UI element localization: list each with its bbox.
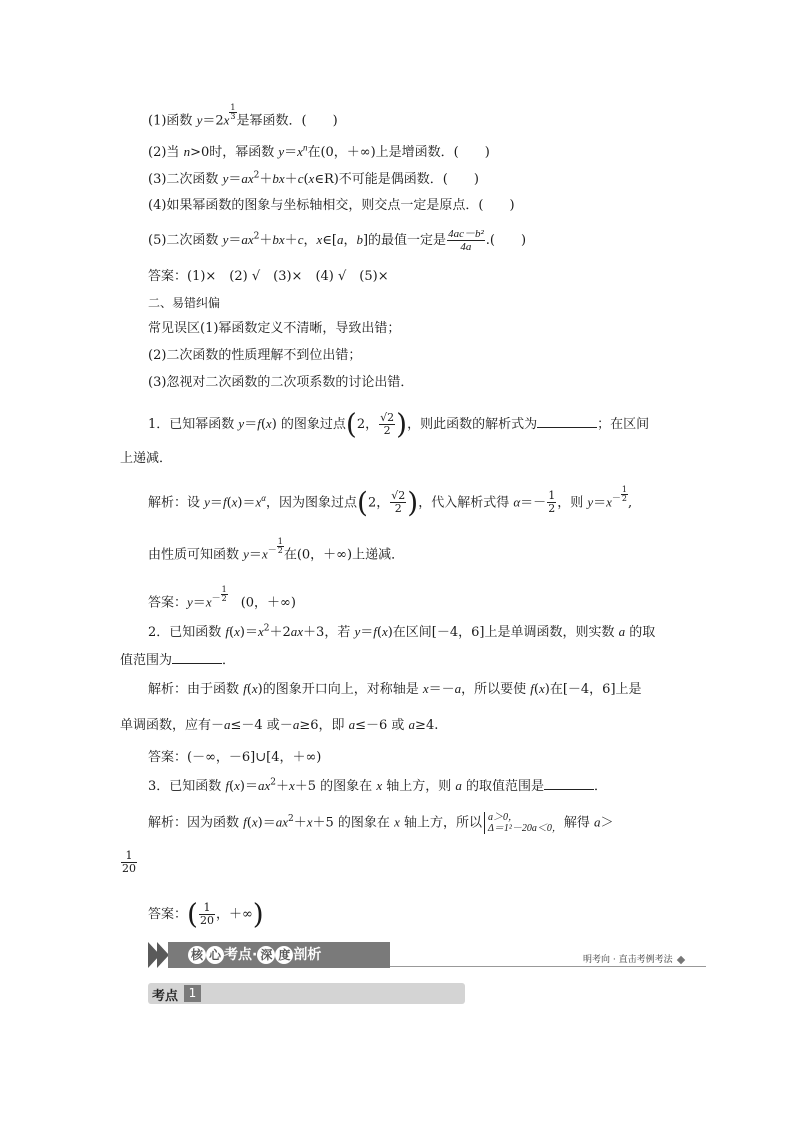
banner-text: 考点· [224, 947, 258, 963]
problem-2 [148, 623, 655, 642]
text: ≥4. [415, 718, 439, 733]
math-var: x [205, 594, 212, 610]
text: ＝ [228, 172, 242, 187]
text: ( [226, 495, 232, 511]
solution-2-cont [120, 716, 438, 735]
text: ＋ [275, 779, 289, 794]
text: )＝ [239, 625, 258, 640]
text: ( [246, 815, 252, 831]
numerator: 1 [230, 103, 236, 112]
math-var: a [224, 717, 231, 732]
math-var: c [297, 232, 304, 247]
text: ， [343, 233, 357, 248]
denominator: 2 [383, 424, 391, 437]
math-var: a [348, 717, 356, 732]
text: ＋5 的图象在 [294, 779, 377, 794]
denominator: 20 [122, 862, 136, 875]
text: ＝ [248, 547, 262, 563]
exponent: 2 [270, 777, 276, 788]
text: ＝ [593, 495, 607, 511]
denominator: 2 [621, 494, 628, 503]
text: 解析：由于函数 [148, 682, 244, 697]
text: ≥6，即 [299, 718, 349, 733]
text: ＝－ [428, 682, 455, 697]
math-var: α [513, 494, 521, 510]
exponent-fraction [229, 104, 236, 121]
math-var: f [243, 814, 247, 830]
math-var: x [265, 416, 272, 431]
denominator: 2 [277, 546, 283, 555]
exponent-sign: － [211, 594, 221, 604]
math-var: f [243, 681, 247, 696]
math-var: x [251, 681, 258, 696]
text: )的图象开口向上，对称轴是 [257, 682, 423, 697]
text: ]的最值一定是 [362, 233, 447, 248]
text: (2)当 [148, 145, 184, 160]
exponent-fraction [221, 586, 228, 603]
right-paren: ) [396, 407, 408, 441]
text: ；在区间 [597, 417, 650, 432]
system-brace [484, 812, 562, 834]
text: 值范围为 [120, 653, 173, 668]
math-var: y [222, 171, 229, 186]
text: ≤－4 或－ [230, 718, 293, 733]
text: ∈R)不可能是偶函数．( ) [314, 172, 479, 187]
diamond-icon [676, 955, 684, 963]
text: 是幂函数．( ) [236, 113, 338, 129]
numerator: 1 [621, 485, 628, 494]
answer-blank [544, 777, 594, 790]
problem-3 [148, 777, 607, 796]
denominator: 2 [548, 502, 556, 516]
question-5 [148, 228, 526, 253]
text: ＞ [600, 815, 614, 831]
math-var: x [394, 814, 400, 830]
math-var: ax [241, 232, 254, 247]
math-var: b [356, 232, 363, 247]
math-var: x [255, 494, 262, 510]
math-var: a [292, 717, 300, 732]
topic-bar [148, 983, 465, 1004]
text: (1)函数 [148, 113, 197, 129]
math-var: ax [241, 171, 254, 186]
math-var: x [422, 681, 429, 696]
math-var: bx [272, 232, 285, 247]
text: ＝ [284, 145, 298, 160]
text: 2， [356, 417, 379, 432]
text: ＝ [360, 625, 374, 640]
text: 的取值范围是 [461, 779, 545, 794]
exponent-sign: － [267, 546, 277, 556]
math-var: ax [290, 624, 304, 639]
exponent: 2 [253, 231, 260, 242]
text: (5)二次函数 [148, 233, 223, 248]
numerator: 1 [199, 902, 215, 915]
right-paren: ) [252, 897, 264, 931]
numerator: 1 [277, 537, 283, 546]
text: ＋ [259, 233, 273, 248]
question-4: (4)如果幂函数的图象与坐标轴相交，则交点一定是原点．( ) [148, 198, 515, 213]
text: ( [260, 417, 266, 432]
text: (0，＋∞) [227, 595, 296, 611]
numerator: 1 [548, 489, 556, 503]
math-var: y [238, 416, 245, 431]
math-var: x [308, 171, 315, 186]
left-paren: ( [345, 407, 357, 441]
math-var: a [408, 717, 416, 732]
text: ＝ [209, 495, 223, 511]
text: ＝ [228, 233, 242, 248]
text: ＝ [192, 595, 206, 611]
math-var: c [297, 171, 304, 186]
text: ＝2 [202, 113, 224, 129]
fraction [121, 850, 137, 875]
math-var: y [243, 546, 249, 562]
math-var: a [455, 778, 462, 793]
math-var: x [316, 232, 323, 247]
solution-1-cont [148, 538, 404, 564]
exponent-fraction [277, 538, 284, 555]
solution-2 [148, 680, 642, 699]
text: ，则 [557, 495, 588, 511]
text: ∈[ [322, 233, 337, 248]
math-var: bx [272, 171, 285, 186]
text: )＝ [257, 815, 276, 831]
text: ) 的图象过点 [271, 417, 346, 432]
solution-3 [148, 812, 614, 834]
text: 轴上方，则 [382, 779, 456, 794]
math-var: x [257, 624, 264, 639]
text: )在[－4，6]上是 [544, 682, 642, 697]
text: ，代入解析式得 [418, 495, 514, 511]
answer-blank [537, 415, 597, 428]
math-var: x [381, 624, 388, 639]
text: ， [303, 233, 317, 248]
answer-problem-3 [148, 897, 264, 931]
text: ． [594, 779, 608, 794]
banner-title [188, 945, 321, 965]
text: ＋ [284, 172, 298, 187]
answer-problem-1 [148, 586, 296, 612]
text: ＋ [259, 172, 273, 187]
solution-3-cont [120, 850, 138, 875]
text: ＋ [293, 815, 307, 831]
math-var: y [354, 624, 361, 639]
condition-1: a＞0， [487, 812, 518, 823]
math-var: y [587, 494, 594, 510]
numerator: 1 [121, 850, 137, 863]
text: 单调函数，应有－ [120, 718, 225, 733]
exponent: α [261, 493, 267, 503]
question-1 [148, 104, 338, 130]
math-var: f [373, 624, 377, 639]
math-var: x [251, 814, 258, 830]
text: >0时，幂函数 [190, 145, 279, 160]
math-var: x [538, 681, 545, 696]
topic-label: 考点 [152, 989, 179, 1004]
fraction [379, 412, 395, 437]
problem-2-cont [120, 651, 235, 670]
numerator: 4ac－b² [448, 228, 484, 240]
text: ( [229, 625, 235, 640]
text: ＋ [284, 233, 298, 248]
math-var: x [234, 624, 240, 639]
math-var: y [278, 144, 285, 159]
math-var: x [223, 112, 230, 128]
text: 3．已知函数 [148, 779, 226, 794]
text: ＋2 [269, 625, 291, 640]
math-var: y [187, 594, 193, 610]
text: ≤－6 或 [355, 718, 409, 733]
text: 答案： [148, 907, 188, 922]
math-var: x [306, 814, 313, 830]
answer-problem-2: 答案：(－∞，－6]∪[4，＋∞) [148, 750, 322, 765]
text: )＝ [237, 495, 256, 511]
math-var: x [231, 494, 238, 510]
numerator: √2 [380, 411, 395, 424]
left-paren: ( [357, 485, 368, 519]
fraction [547, 490, 556, 515]
math-var: x [261, 546, 268, 562]
text: 2， [367, 495, 390, 511]
question-2 [148, 143, 490, 162]
fraction [199, 902, 215, 927]
text: ＋3，若 [303, 625, 355, 640]
banner-hint [583, 952, 684, 965]
math-var: x [234, 778, 240, 793]
text: ，所以要使 [461, 682, 531, 697]
exponent: n [302, 142, 308, 153]
section-banner [148, 942, 390, 968]
math-var: n [183, 144, 191, 159]
right-paren: ) [407, 485, 419, 519]
exponent: 2 [253, 170, 260, 181]
solution-1 [148, 485, 633, 519]
math-var: f [225, 778, 230, 793]
math-var: ax [257, 778, 271, 793]
text: 答案： [148, 595, 188, 611]
text: ＝ [244, 417, 258, 432]
math-var: ax [275, 814, 288, 830]
denominator: 4a [460, 241, 472, 253]
banner-char: 度 [275, 946, 293, 964]
text: ，因为图象过点 [266, 495, 358, 511]
text: ( [303, 172, 309, 187]
problem-1-cont: 上递减． [120, 451, 173, 466]
math-var: a [618, 624, 626, 639]
text: ( [533, 682, 539, 697]
text: ＋5 的图象在 [312, 815, 395, 831]
math-var: f [530, 681, 534, 696]
topic-number: 1 [184, 985, 201, 1002]
math-var: x [289, 778, 295, 793]
exponent: 2 [287, 814, 294, 825]
math-var: y [196, 112, 203, 128]
text: ，＋∞ [215, 907, 253, 922]
denominator: 2 [394, 502, 402, 516]
numerator: 1 [221, 585, 227, 594]
math-var: a [454, 681, 462, 696]
math-var: y [222, 232, 229, 247]
banner-char: 核 [188, 946, 206, 964]
text: 在(0，＋∞)上是增函数．( ) [307, 145, 490, 160]
denominator: 20 [199, 914, 214, 927]
text: , [628, 495, 633, 511]
banner-rule [390, 966, 706, 967]
text: 解析：设 [148, 495, 205, 511]
text: ( [246, 682, 252, 697]
error-note-1: 常见误区(1)幂函数定义不清晰，导致出错； [148, 321, 401, 336]
answer-blank [172, 651, 222, 664]
exponent-fraction [621, 486, 628, 503]
left-paren: ( [187, 897, 198, 931]
text: ( [229, 779, 235, 794]
math-var: a [336, 232, 344, 247]
text: 由性质可知函数 [148, 547, 244, 563]
text: )在区间[－4，6]上是单调函数，则实数 [387, 625, 619, 640]
text: ( [376, 625, 382, 640]
section-heading: 二、易错纠偏 [148, 296, 221, 310]
math-var: x [297, 144, 303, 159]
text: .( ) [485, 233, 527, 248]
math-var: x [376, 778, 383, 793]
fraction [447, 228, 485, 253]
exponent-sign: － [611, 494, 621, 504]
banner-text: 剖析 [293, 947, 322, 963]
banner-char: 深 [257, 946, 275, 964]
math-var: x [606, 494, 612, 510]
text: 解得 [563, 815, 594, 831]
denominator: 3 [230, 112, 236, 121]
exponent: 2 [263, 623, 270, 634]
error-note-3: (3)忽视对二次函数的二次项系数的讨论出错． [148, 375, 414, 390]
condition-2: Δ＝1²－20a＜0， [487, 823, 562, 834]
hint-text: 明考向 · 直击考例考法 [583, 955, 673, 965]
numerator: √2 [391, 489, 406, 503]
question-3 [148, 170, 479, 189]
denominator: 2 [221, 594, 227, 603]
answer-1: 答案：(1)× (2) √ (3)× (4) √ (5)× [148, 269, 389, 284]
text: 轴上方，所以 [399, 815, 482, 831]
text: (3)二次函数 [148, 172, 223, 187]
text: 1．已知幂函数 [148, 417, 239, 432]
math-var: f [222, 494, 227, 510]
text: 2．已知函数 [148, 625, 226, 640]
math-var: f [257, 416, 261, 431]
math-var: f [225, 624, 230, 639]
math-var: y [204, 494, 210, 510]
text: )＝ [239, 779, 258, 794]
fraction [390, 490, 406, 515]
error-note-2: (2)二次函数的性质理解不到位出错； [148, 348, 362, 363]
banner-char: 心 [206, 946, 224, 964]
text: ． [222, 653, 236, 668]
text: ＝－ [520, 495, 547, 511]
text: 在(0，＋∞)上递减． [283, 547, 405, 563]
text: 解析：因为函数 [148, 815, 244, 831]
text: ，则此函数的解析式为 [407, 417, 538, 432]
problem-1 [148, 407, 650, 441]
math-var: a [594, 814, 601, 830]
text: 的取 [625, 625, 656, 640]
